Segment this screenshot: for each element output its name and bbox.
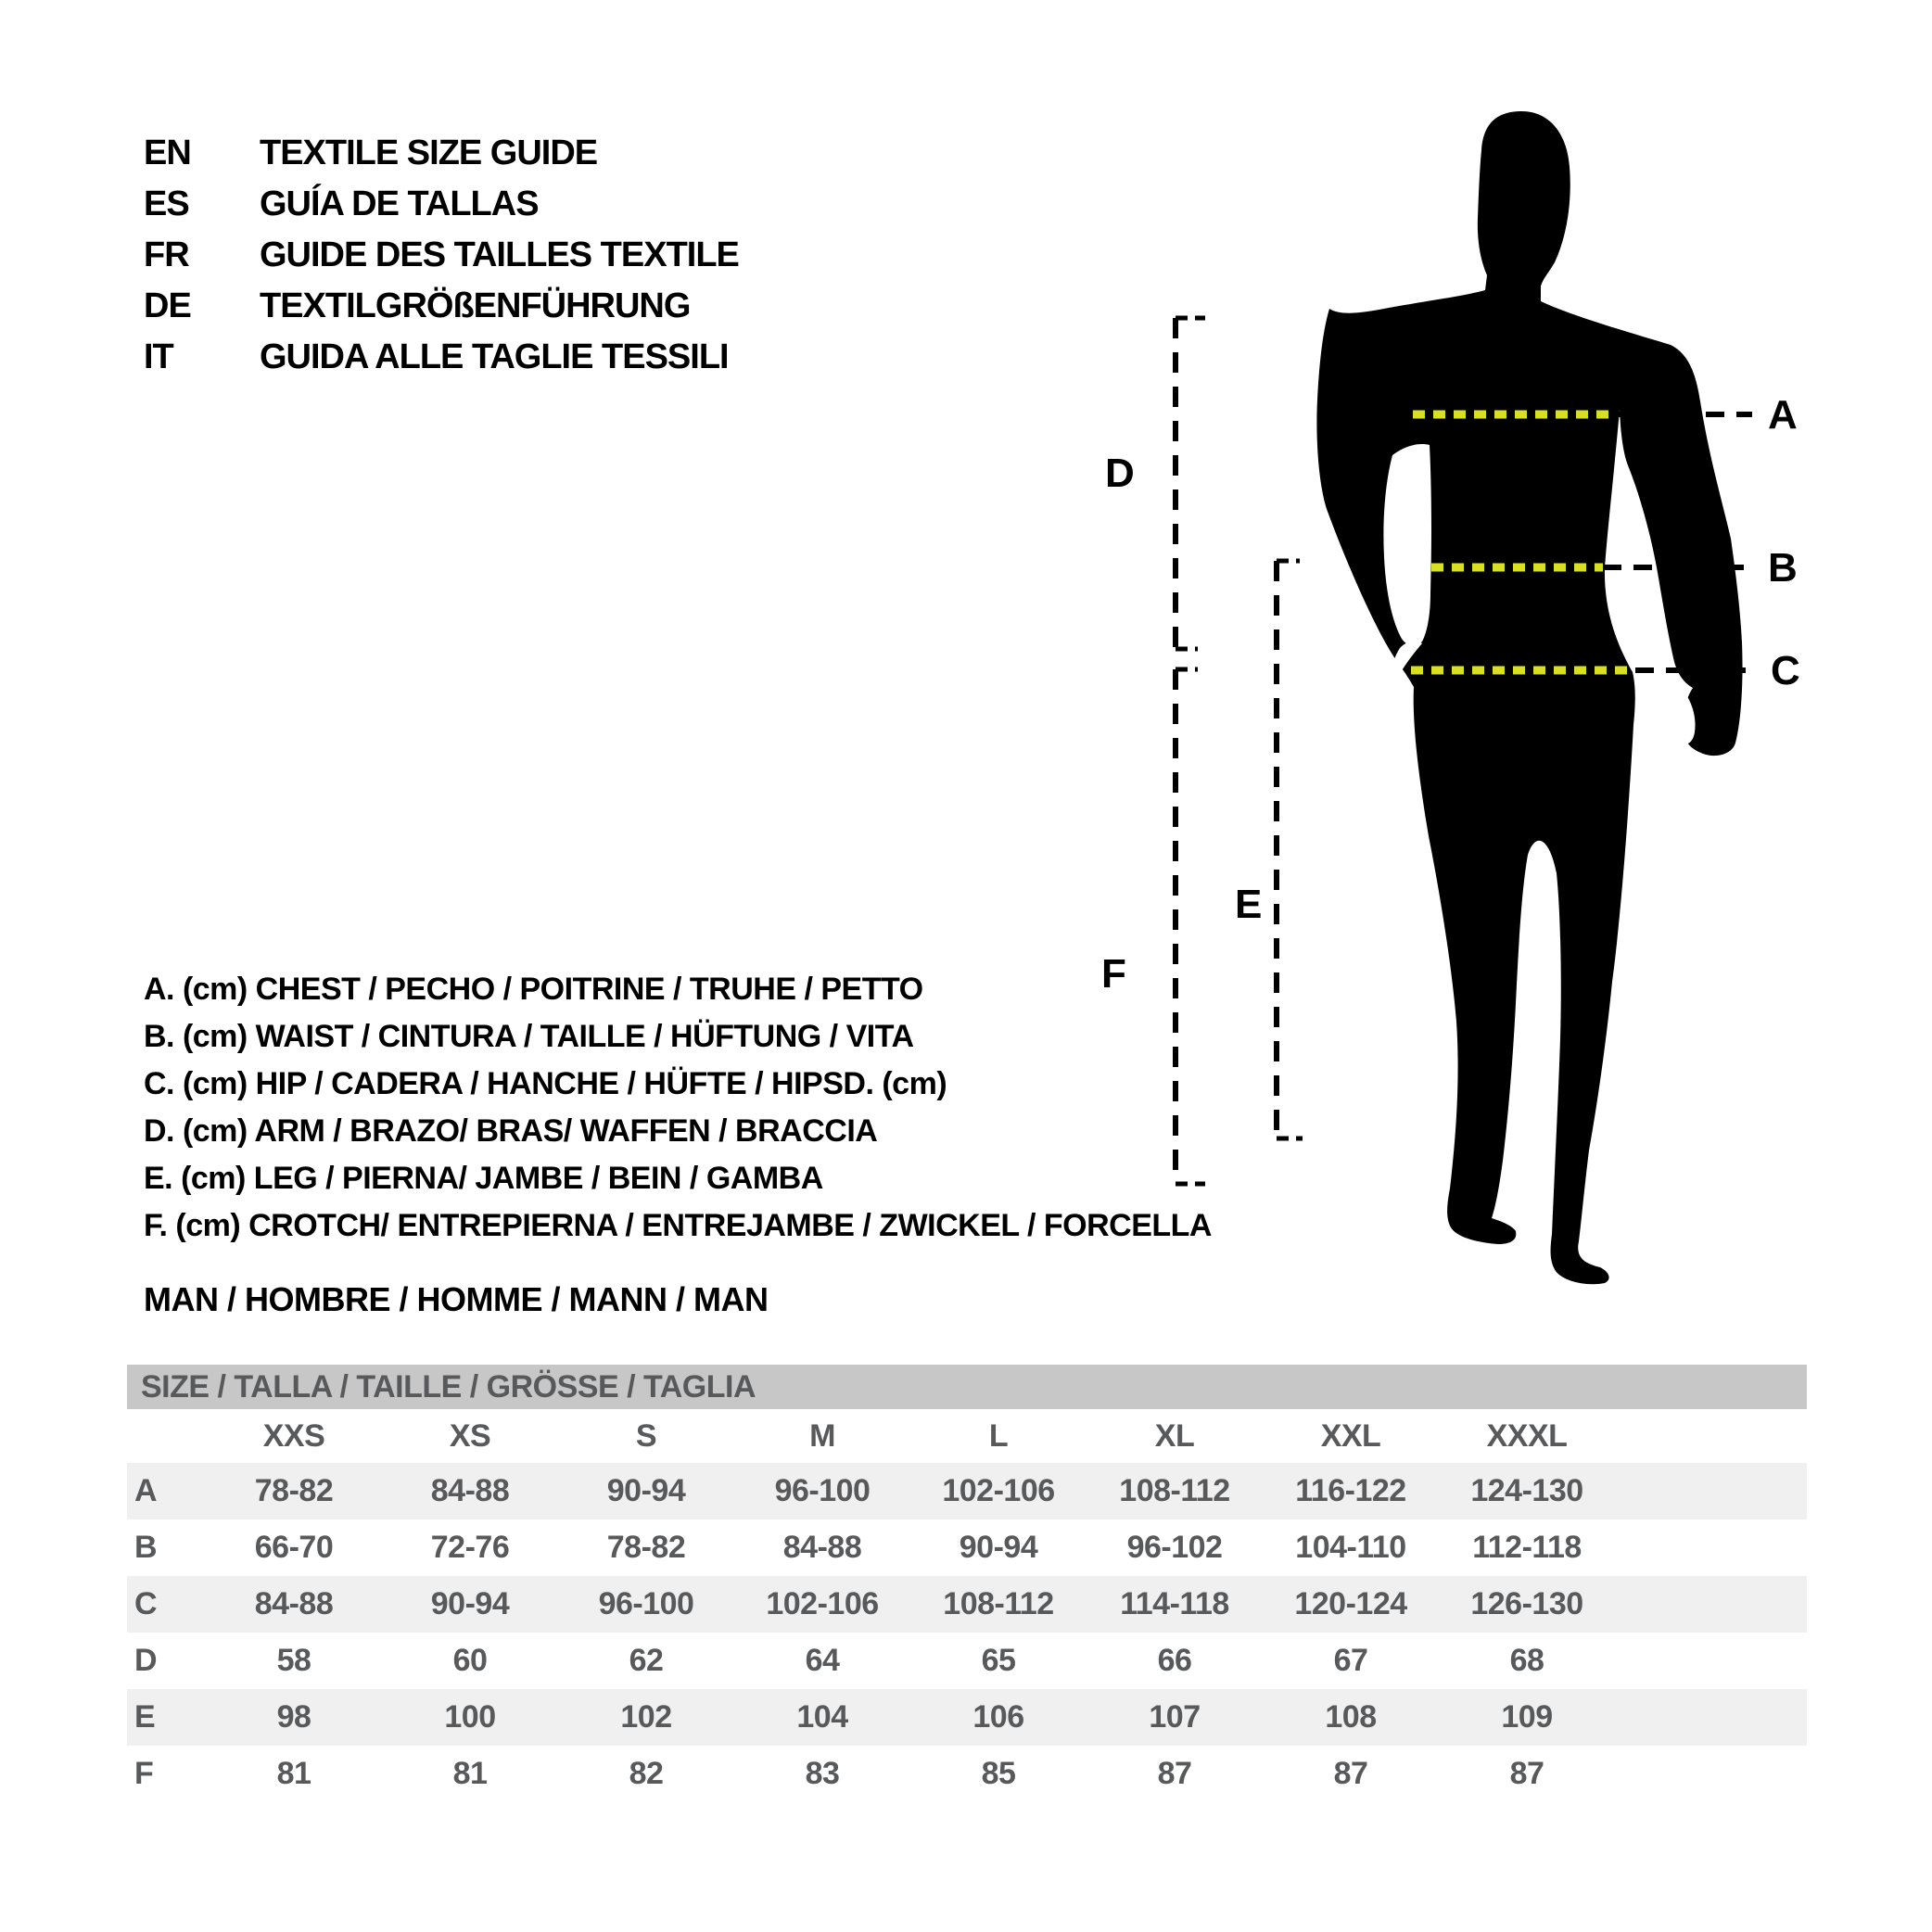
table-cell: 109 xyxy=(1501,1699,1553,1735)
legend-line-f: F. (cm) CROTCH/ ENTREPIERNA / ENTREJAMBE / ZWICKEL / FORCELLA xyxy=(144,1208,1212,1243)
figure-label-e: E xyxy=(1235,882,1263,927)
language-title-block xyxy=(144,128,739,383)
row-label: B xyxy=(134,1530,158,1565)
table-row xyxy=(127,1463,1807,1519)
table-cell: 102-106 xyxy=(942,1473,1055,1508)
table-cell: 102 xyxy=(620,1699,672,1735)
legend-line-a: A. (cm) CHEST / PECHO / POITRINE / TRUHE / PETTO xyxy=(144,972,923,1007)
table-cell: 87 xyxy=(1157,1756,1192,1791)
table-cell: 104-110 xyxy=(1295,1530,1406,1565)
table-cell: 78-82 xyxy=(606,1530,686,1565)
size-columns-row xyxy=(127,1409,1807,1463)
table-cell: 90-94 xyxy=(606,1473,686,1508)
guide-title: TEXTILGRÖßENFÜHRUNG xyxy=(260,286,691,325)
table-cell: 84-88 xyxy=(782,1530,862,1565)
table-cell: 66 xyxy=(1157,1643,1192,1678)
row-label: F xyxy=(134,1756,154,1791)
size-column-header: XXXL xyxy=(1486,1417,1568,1454)
table-cell: 108 xyxy=(1325,1699,1377,1735)
row-label: D xyxy=(134,1643,158,1678)
row-label: E xyxy=(134,1699,156,1735)
table-row xyxy=(127,1576,1807,1633)
size-table xyxy=(127,1365,1807,1802)
table-cell: 87 xyxy=(1333,1756,1368,1791)
table-cell: 112-118 xyxy=(1472,1530,1582,1565)
size-column-header: XXS xyxy=(262,1417,325,1454)
table-cell: 90-94 xyxy=(959,1530,1038,1565)
row-label: A xyxy=(134,1473,158,1508)
size-table-header-bar: SIZE / TALLA / TAILLE / GRÖSSE / TAGLIA xyxy=(127,1365,1807,1409)
table-cell: 126-130 xyxy=(1470,1586,1583,1621)
table-cell: 82 xyxy=(629,1756,664,1791)
table-cell: 116-122 xyxy=(1295,1473,1406,1508)
table-cell: 96-102 xyxy=(1126,1530,1223,1565)
table-row xyxy=(127,1689,1807,1746)
size-column-header: XXL xyxy=(1320,1417,1381,1454)
table-row xyxy=(127,1746,1807,1802)
size-column-header: M xyxy=(809,1417,835,1454)
table-cell: 84-88 xyxy=(430,1473,510,1508)
legend-line-e: E. (cm) LEG / PIERNA/ JAMBE / BEIN / GAMBA xyxy=(144,1161,823,1196)
legend-line-d: D. (cm) ARM / BRAZO/ BRAS/ WAFFEN / BRACCIA xyxy=(144,1113,878,1149)
table-cell: 98 xyxy=(276,1699,311,1735)
size-column-header: XL xyxy=(1154,1417,1195,1454)
language-code: IT xyxy=(144,337,173,376)
table-cell: 84-88 xyxy=(254,1586,334,1621)
language-row xyxy=(144,332,739,383)
table-cell: 66-70 xyxy=(254,1530,334,1565)
table-cell: 87 xyxy=(1509,1756,1544,1791)
table-cell: 78-82 xyxy=(254,1473,334,1508)
language-row xyxy=(144,281,739,332)
table-cell: 90-94 xyxy=(430,1586,510,1621)
table-cell: 62 xyxy=(629,1643,664,1678)
table-cell: 64 xyxy=(805,1643,840,1678)
table-cell: 104 xyxy=(796,1699,848,1735)
language-code: DE xyxy=(144,286,191,325)
language-row xyxy=(144,128,739,179)
size-column-header: XS xyxy=(449,1417,491,1454)
measurement-legend xyxy=(144,966,1212,1250)
table-cell: 100 xyxy=(444,1699,496,1735)
table-cell: 102-106 xyxy=(766,1586,879,1621)
legend-line-b: B. (cm) WAIST / CINTURA / TAILLE / HÜFTUNG / VITA xyxy=(144,1019,914,1054)
guide-title: TEXTILE SIZE GUIDE xyxy=(260,133,598,172)
legend-line-c: C. (cm) HIP / CADERA / HANCHE / HÜFTE / HIPSD. (cm) xyxy=(144,1066,947,1101)
table-cell: 67 xyxy=(1333,1643,1368,1678)
guide-title: GUÍA DE TALLAS xyxy=(260,184,539,223)
row-label: C xyxy=(134,1586,158,1621)
table-row xyxy=(127,1633,1807,1689)
table-cell: 83 xyxy=(805,1756,840,1791)
figure-label-b: B xyxy=(1768,545,1798,591)
size-column-header: L xyxy=(988,1417,1009,1454)
table-cell: 68 xyxy=(1509,1643,1544,1678)
table-cell: 106 xyxy=(972,1699,1024,1735)
table-cell: 124-130 xyxy=(1470,1473,1583,1508)
table-cell: 114-118 xyxy=(1120,1586,1229,1621)
language-code: ES xyxy=(144,184,189,223)
table-cell: 120-124 xyxy=(1294,1586,1407,1621)
guide-title: GUIDA ALLE TAGLIE TESSILI xyxy=(260,337,729,376)
guide-title: GUIDE DES TAILLES TEXTILE xyxy=(260,235,739,274)
table-cell: 60 xyxy=(452,1643,488,1678)
table-row xyxy=(127,1519,1807,1576)
table-cell: 72-76 xyxy=(430,1530,510,1565)
language-row xyxy=(144,230,739,281)
table-cell: 81 xyxy=(276,1756,311,1791)
figure-label-a: A xyxy=(1768,392,1798,438)
table-cell: 96-100 xyxy=(598,1586,694,1621)
language-code: FR xyxy=(144,235,189,274)
figure-label-f: F xyxy=(1101,951,1126,997)
table-cell: 58 xyxy=(276,1643,311,1678)
table-cell: 81 xyxy=(452,1756,488,1791)
language-row xyxy=(144,179,739,230)
table-cell: 85 xyxy=(981,1756,1016,1791)
category-line: MAN / HOMBRE / HOMME / MANN / MAN xyxy=(144,1280,769,1318)
size-column-header: S xyxy=(635,1417,657,1454)
figure-label-c: C xyxy=(1771,648,1800,693)
figure-label-d: D xyxy=(1105,451,1135,496)
language-code: EN xyxy=(144,133,191,172)
table-cell: 96-100 xyxy=(774,1473,871,1508)
table-cell: 65 xyxy=(981,1643,1016,1678)
table-cell: 107 xyxy=(1149,1699,1201,1735)
table-cell: 108-112 xyxy=(1119,1473,1230,1508)
table-cell: 108-112 xyxy=(943,1586,1054,1621)
